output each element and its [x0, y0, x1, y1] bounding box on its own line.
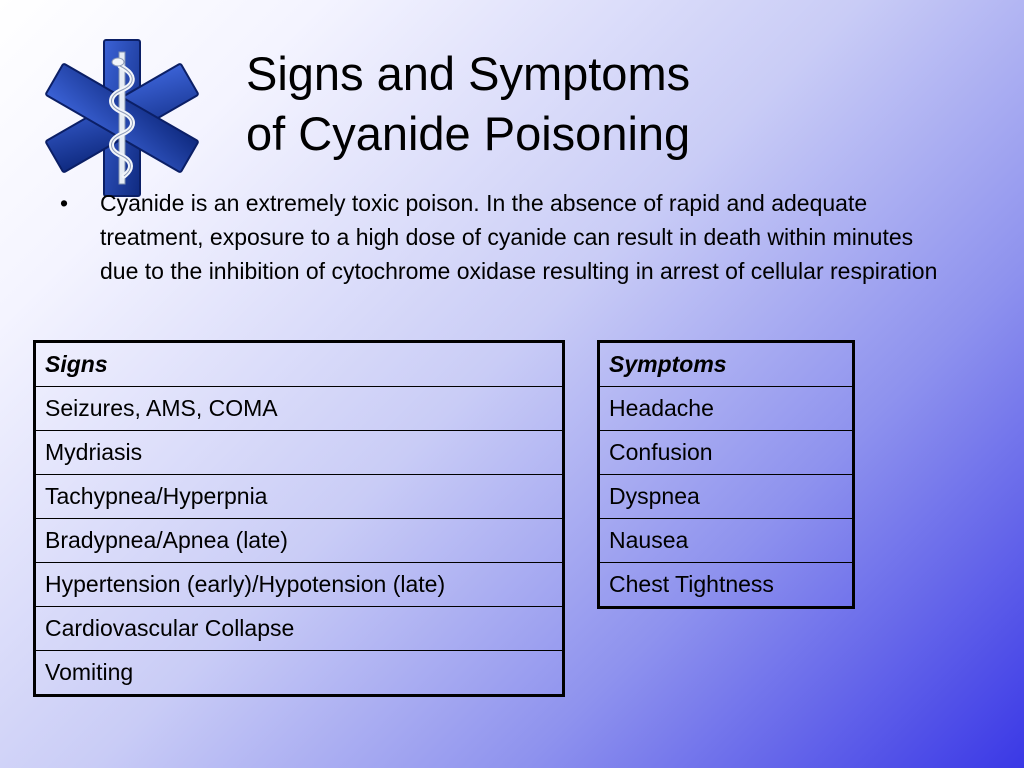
table-cell: Headache: [599, 387, 854, 431]
table-header-row: [35, 342, 564, 387]
table-row: [599, 387, 854, 431]
symptoms-table: [597, 340, 855, 609]
signs-header: Signs: [35, 342, 564, 387]
star-of-life-icon: [40, 32, 200, 202]
table-row: [35, 651, 564, 696]
table-row: [35, 607, 564, 651]
table-row: [599, 475, 854, 519]
table-cell: Mydriasis: [35, 431, 564, 475]
signs-table: [33, 340, 565, 697]
title-line-1: Signs and Symptoms: [246, 47, 691, 100]
table-cell: Nausea: [599, 519, 854, 563]
table-cell: Cardiovascular Collapse: [35, 607, 564, 651]
bullet-marker: •: [60, 190, 69, 216]
table-cell: Confusion: [599, 431, 854, 475]
table-row: [35, 475, 564, 519]
table-cell: Vomiting: [35, 651, 564, 696]
table-row: [35, 563, 564, 607]
table-cell: Hypertension (early)/Hypotension (late): [35, 563, 564, 607]
title-line-2: of Cyanide Poisoning: [246, 107, 691, 160]
table-row: [35, 431, 564, 475]
star-of-life-logo: [40, 32, 200, 202]
slide-title: [246, 44, 886, 164]
table-row: [599, 563, 854, 608]
intro-bullet: [60, 186, 960, 288]
table-cell: Bradypnea/Apnea (late): [35, 519, 564, 563]
table-cell: Seizures, AMS, COMA: [35, 387, 564, 431]
table-cell: Tachypnea/Hyperpnia: [35, 475, 564, 519]
table-cell: Dyspnea: [599, 475, 854, 519]
bullet-text: Cyanide is an extremely toxic poison. In the absence of rapid and adequate treatment, exposure to a high dose of cyanide can result in death within minutes due to the inhibition of cytochrome oxidase resulting in arrest of cellular respiration: [100, 190, 938, 284]
table-cell: Chest Tightness: [599, 563, 854, 608]
table-row: [35, 387, 564, 431]
table-row: [599, 519, 854, 563]
table-row: [599, 431, 854, 475]
table-header-row: [599, 342, 854, 387]
table-row: [35, 519, 564, 563]
symptoms-header: Symptoms: [599, 342, 854, 387]
